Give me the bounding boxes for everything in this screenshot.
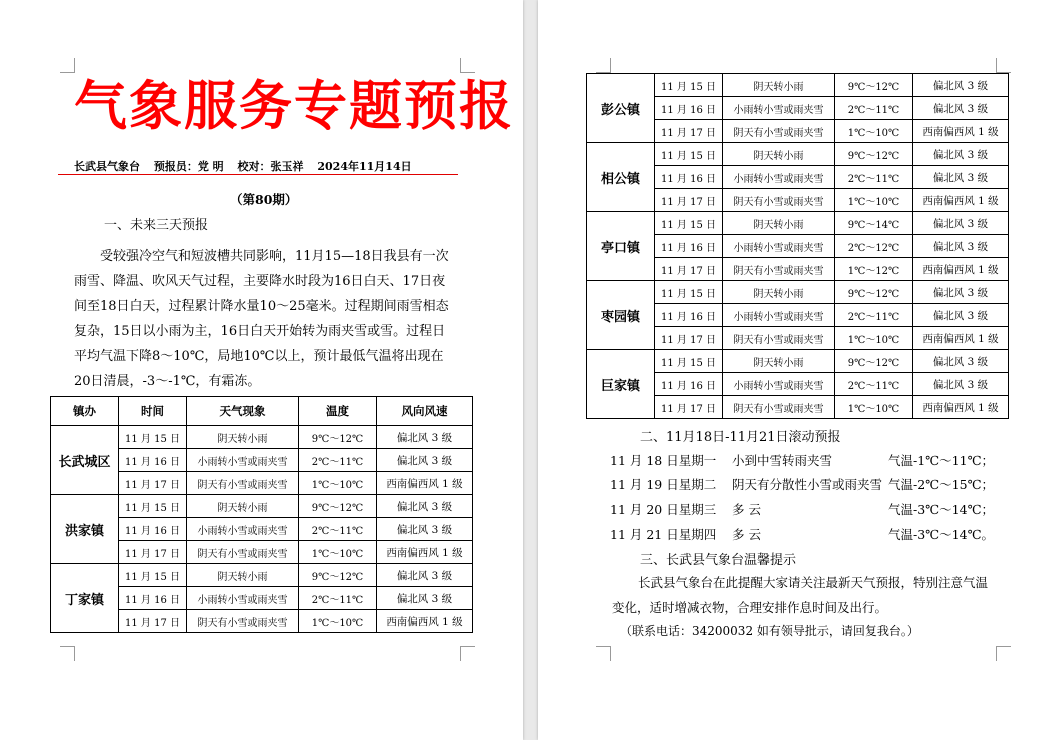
forecast-table-1 xyxy=(50,396,473,633)
temperature-cell: 2℃～11℃ xyxy=(835,304,913,327)
weather-cell: 阴天转小雨 xyxy=(187,564,299,587)
town-name-cell: 亭口镇 xyxy=(587,212,655,281)
date-cell: 11 月 16 日 xyxy=(655,235,723,258)
wind-cell: 西南偏西风 1 级 xyxy=(913,396,1009,419)
issue-date: 2024年11月14日 xyxy=(317,160,412,173)
temperature-cell: 2℃～12℃ xyxy=(835,235,913,258)
temperature-cell: 1℃～10℃ xyxy=(299,610,377,633)
wind-cell: 偏北风 3 级 xyxy=(913,304,1009,327)
date-cell: 11 月 15 日 xyxy=(655,281,723,304)
wind-cell: 偏北风 3 级 xyxy=(913,143,1009,166)
rolling-weather: 多 云 xyxy=(732,502,761,517)
wind-cell: 西南偏西风 1 级 xyxy=(913,258,1009,281)
weather-cell: 阴天有小雪或雨夹雪 xyxy=(187,610,299,633)
issuer-line xyxy=(74,158,422,174)
temperature-cell: 1℃～12℃ xyxy=(835,258,913,281)
date-cell: 11 月 16 日 xyxy=(119,518,187,541)
temperature-cell: 1℃～10℃ xyxy=(835,327,913,350)
wind-cell: 偏北风 3 级 xyxy=(913,373,1009,396)
town-name-cell: 洪家镇 xyxy=(51,495,119,564)
date-cell: 11 月 17 日 xyxy=(119,472,187,495)
weather-cell: 阴天有小雪或雨夹雪 xyxy=(187,541,299,564)
rolling-weather: 多 云 xyxy=(732,527,761,542)
rolling-temp: 气温-2℃～15℃； xyxy=(888,477,995,492)
weather-cell: 小雨转小雪或雨夹雪 xyxy=(187,518,299,541)
table-row xyxy=(587,74,1009,97)
table-header-row xyxy=(51,397,473,426)
wind-cell: 西南偏西风 1 级 xyxy=(377,541,473,564)
temperature-cell: 2℃～11℃ xyxy=(835,166,913,189)
date-cell: 11 月 15 日 xyxy=(655,350,723,373)
weather-cell: 小雨转小雪或雨夹雪 xyxy=(723,235,835,258)
date-cell: 11 月 15 日 xyxy=(119,426,187,449)
table-row xyxy=(587,212,1009,235)
date-cell: 11 月 16 日 xyxy=(119,587,187,610)
date-cell: 11 月 17 日 xyxy=(655,120,723,143)
tip-paragraph: 长武县气象台在此提醒大家请关注最新天气预报，特别注意气温变化，适时增减衣物，合理安排作息时间及出行。 xyxy=(612,575,989,615)
town-name-cell: 巨家镇 xyxy=(587,350,655,419)
rolling-temp: 气温-3℃～14℃。 xyxy=(888,527,995,542)
date-cell: 11 月 16 日 xyxy=(655,373,723,396)
date-cell: 11 月 15 日 xyxy=(655,74,723,97)
temperature-cell: 2℃～11℃ xyxy=(835,373,913,396)
weather-cell: 阴天转小雨 xyxy=(723,143,835,166)
town-name-cell: 长武城区 xyxy=(51,426,119,495)
temperature-cell: 2℃～11℃ xyxy=(299,587,377,610)
temperature-cell: 1℃～10℃ xyxy=(299,472,377,495)
table-row xyxy=(51,495,473,518)
document-title: 气象服务专题预报 xyxy=(74,76,514,137)
temperature-cell: 2℃～11℃ xyxy=(835,97,913,120)
issue-number: （第80期） xyxy=(230,192,298,207)
wind-cell: 西南偏西风 1 级 xyxy=(913,120,1009,143)
date-cell: 11 月 17 日 xyxy=(655,189,723,212)
weather-cell: 阴天转小雨 xyxy=(187,495,299,518)
wind-cell: 偏北风 3 级 xyxy=(913,281,1009,304)
margin-mark-bottom-left xyxy=(596,646,611,661)
temperature-cell: 1℃～10℃ xyxy=(835,396,913,419)
margin-mark-bottom-right xyxy=(460,646,475,661)
table-row xyxy=(51,564,473,587)
margin-mark-top-left xyxy=(60,58,75,73)
weather-cell: 小雨转小雪或雨夹雪 xyxy=(187,587,299,610)
wind-cell: 偏北风 3 级 xyxy=(377,449,473,472)
date-cell: 11 月 15 日 xyxy=(119,564,187,587)
rolling-day: 11 月 21 日星期四 xyxy=(610,527,717,542)
rolling-day: 11 月 19 日星期二 xyxy=(610,477,717,492)
weather-cell: 阴天转小雨 xyxy=(723,74,835,97)
temperature-cell: 9℃～12℃ xyxy=(299,564,377,587)
weather-cell: 阴天有小雪或雨夹雪 xyxy=(187,472,299,495)
wind-cell: 偏北风 3 级 xyxy=(913,166,1009,189)
wind-cell: 偏北风 3 级 xyxy=(377,518,473,541)
date-cell: 11 月 15 日 xyxy=(655,143,723,166)
date-cell: 11 月 17 日 xyxy=(655,327,723,350)
rolling-day: 11 月 18 日星期一 xyxy=(610,453,717,468)
header-wind: 风向风速 xyxy=(377,397,473,426)
weather-cell: 阴天转小雨 xyxy=(723,212,835,235)
weather-cell: 阴天有小雪或雨夹雪 xyxy=(723,396,835,419)
temperature-cell: 2℃～11℃ xyxy=(299,518,377,541)
header-town: 镇办 xyxy=(51,397,119,426)
rolling-temp: 气温-3℃～14℃； xyxy=(888,502,995,517)
wind-cell: 偏北风 3 级 xyxy=(913,97,1009,120)
section-heading-1: 一、未来三天预报 xyxy=(104,218,209,233)
wind-cell: 偏北风 3 级 xyxy=(377,495,473,518)
wind-cell: 西南偏西风 1 级 xyxy=(913,189,1009,212)
temperature-cell: 9℃～12℃ xyxy=(835,350,913,373)
temperature-cell: 2℃～11℃ xyxy=(299,449,377,472)
table-row xyxy=(587,350,1009,373)
margin-mark-bottom-left xyxy=(60,646,75,661)
date-cell: 11 月 16 日 xyxy=(655,304,723,327)
town-name-cell: 彭公镇 xyxy=(587,74,655,143)
weather-cell: 阴天有小雪或雨夹雪 xyxy=(723,327,835,350)
header-weather: 天气现象 xyxy=(187,397,299,426)
temperature-cell: 9℃～12℃ xyxy=(835,281,913,304)
table-row xyxy=(587,143,1009,166)
temperature-cell: 9℃～12℃ xyxy=(835,74,913,97)
town-name-cell: 相公镇 xyxy=(587,143,655,212)
weather-cell: 小雨转小雪或雨夹雪 xyxy=(187,449,299,472)
document-page-1 xyxy=(0,0,523,740)
weather-cell: 阴天有小雪或雨夹雪 xyxy=(723,120,835,143)
wind-cell: 偏北风 3 级 xyxy=(377,587,473,610)
wind-cell: 偏北风 3 级 xyxy=(913,350,1009,373)
wind-cell: 偏北风 3 级 xyxy=(913,212,1009,235)
table-row xyxy=(51,426,473,449)
margin-mark-top-right xyxy=(996,58,1011,73)
wind-cell: 偏北风 3 级 xyxy=(913,74,1009,97)
header-time: 时间 xyxy=(119,397,187,426)
table1-body xyxy=(51,426,473,633)
wind-cell: 偏北风 3 级 xyxy=(913,235,1009,258)
date-cell: 11 月 16 日 xyxy=(119,449,187,472)
date-cell: 11 月 16 日 xyxy=(655,97,723,120)
weather-cell: 小雨转小雪或雨夹雪 xyxy=(723,304,835,327)
header-temperature: 温度 xyxy=(299,397,377,426)
date-cell: 11 月 17 日 xyxy=(655,396,723,419)
contact-line: （联系电话：34200032 如有领导批示，请回复我台。） xyxy=(620,624,919,638)
table2-body xyxy=(587,74,1009,419)
town-name-cell: 枣园镇 xyxy=(587,281,655,350)
red-divider xyxy=(58,174,458,175)
weather-cell: 阴天有小雪或雨夹雪 xyxy=(723,258,835,281)
weather-cell: 小雨转小雪或雨夹雪 xyxy=(723,166,835,189)
issuer-org: 长武县气象台 xyxy=(74,160,140,173)
temperature-cell: 9℃～14℃ xyxy=(835,212,913,235)
temperature-cell: 9℃～12℃ xyxy=(299,495,377,518)
wind-cell: 西南偏西风 1 级 xyxy=(913,327,1009,350)
table-row xyxy=(587,281,1009,304)
temperature-cell: 1℃～10℃ xyxy=(299,541,377,564)
wind-cell: 西南偏西风 1 级 xyxy=(377,610,473,633)
date-cell: 11 月 17 日 xyxy=(119,541,187,564)
rolling-temp: 气温-1℃～11℃； xyxy=(888,453,995,468)
section-heading-2: 二、11月18日-11月21日滚动预报 xyxy=(640,430,841,445)
temperature-cell: 9℃～12℃ xyxy=(835,143,913,166)
date-cell: 11 月 17 日 xyxy=(119,610,187,633)
margin-mark-bottom-right xyxy=(996,646,1011,661)
rolling-weather: 阴天有分散性小雪或雨夹雪 xyxy=(732,477,883,492)
rolling-weather: 小到中雪转雨夹雪 xyxy=(732,453,833,468)
wind-cell: 西南偏西风 1 级 xyxy=(377,472,473,495)
margin-mark-top-left xyxy=(596,58,611,73)
weather-cell: 阴天转小雨 xyxy=(723,281,835,304)
weather-cell: 阴天有小雪或雨夹雪 xyxy=(723,189,835,212)
date-cell: 11 月 16 日 xyxy=(655,166,723,189)
rolling-day: 11 月 20 日星期三 xyxy=(610,502,717,517)
weather-cell: 小雨转小雪或雨夹雪 xyxy=(723,373,835,396)
wind-cell: 偏北风 3 级 xyxy=(377,564,473,587)
temperature-cell: 1℃～10℃ xyxy=(835,120,913,143)
forecast-table-2 xyxy=(586,73,1009,419)
wind-cell: 偏北风 3 级 xyxy=(377,426,473,449)
date-cell: 11 月 15 日 xyxy=(655,212,723,235)
weather-cell: 小雨转小雪或雨夹雪 xyxy=(723,97,835,120)
temperature-cell: 1℃～10℃ xyxy=(835,189,913,212)
weather-cell: 阴天转小雨 xyxy=(187,426,299,449)
section-heading-3: 三、长武县气象台温馨提示 xyxy=(640,553,797,568)
town-name-cell: 丁家镇 xyxy=(51,564,119,633)
date-cell: 11 月 15 日 xyxy=(119,495,187,518)
checker: 校对：张玉祥 xyxy=(237,160,304,173)
forecaster: 预报员：党 明 xyxy=(153,160,224,173)
temperature-cell: 9℃～12℃ xyxy=(299,426,377,449)
date-cell: 11 月 17 日 xyxy=(655,258,723,281)
weather-cell: 阴天转小雨 xyxy=(723,350,835,373)
forecast-paragraph: 受较强冷空气和短波槽共同影响，11月15—18日我县有一次雨雪、降温、吹风天气过程，主要降水时段为16日白天、17日夜间至18日白天，过程累计降水量10～25毫米。过程期间雨雪相态复杂，15日以小雨为主，16日白天开始转为雨夹雪或雪。过程日平均气温下降8～10℃，局地10℃以上，预计最低气温将出现在20日清晨，-3～-1℃，有霜冻。 xyxy=(74,249,449,389)
